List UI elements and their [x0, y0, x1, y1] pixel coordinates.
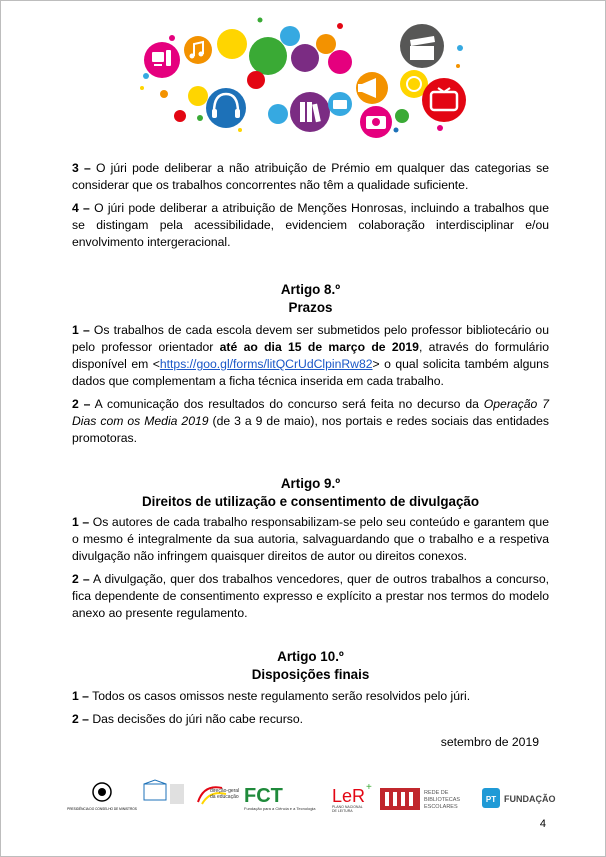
- article8-heading: [72, 281, 549, 316]
- article7-paragraph-3: 3 – O júri pode deliberar a não atribuição de Prémio em qualquer das categorias se considerar que os trabalhos concorrentes não têm a qualidade suficiente.: [72, 161, 550, 192]
- page-number: 4: [539, 818, 546, 830]
- banner-illustration: [140, 18, 470, 136]
- svg-text:+: +: [366, 782, 372, 793]
- article8-title: Artigo 8.º: [280, 282, 341, 297]
- svg-text:da educação: da educação: [210, 794, 239, 800]
- svg-text:LeR: LeR: [332, 786, 366, 806]
- fct-logo: [244, 785, 316, 811]
- document-body: [72, 160, 549, 751]
- unesco-logo: [144, 780, 184, 804]
- article10-paragraph-1: 1 – Todos os casos omissos neste regulamento serão resolvidos pelo júri.: [72, 689, 471, 703]
- article9-paragraph-1: 1 – Os autores de cada trabalho responsabilizam-se pelo seu conteúdo e garantem que o mesmo é integralmente da sua autoria, salvaguardando que o trabalho e a respetiva divulgação não infringem quaisquer direitos de autor ou direitos conexos.: [72, 515, 549, 563]
- music-note-icon: [184, 36, 212, 64]
- form-link[interactable]: https://goo.gl/forms/litQCrUdClpinRw82: [159, 357, 373, 371]
- svg-text:PRESIDÊNCIA DO CONSELHO DE MIN: PRESIDÊNCIA DO CONSELHO DE MINISTROS: [67, 807, 137, 811]
- clapperboard-icon: [400, 24, 444, 68]
- headphones-icon: [206, 88, 246, 128]
- article9-heading: [72, 475, 549, 510]
- dge-logo: [198, 787, 239, 804]
- photo-camera-icon: [360, 106, 392, 138]
- megaphone-icon: [356, 72, 388, 104]
- article8-paragraph-2: 2 – A comunicação dos resultados do concurso será feita no decurso da Operação 7 Dias com os Media 2019 (de 3 a 9 de maio), nos portais e redes sociais das entidades promotoras.: [72, 397, 550, 445]
- svg-text:Fundação para a Ciência e a Te: Fundação para a Ciência e a Tecnologia: [244, 806, 316, 811]
- svg-text:FCT: FCT: [244, 785, 283, 807]
- article10-heading: [72, 648, 549, 683]
- article8-paragraph-1: 1 – Os trabalhos de cada escola devem ser submetidos pelo professor bibliotecário ou pelo professor orientador até ao dia 15 de março de 2019, através do formulário disponível em <https://goo.gl/forms/litQCrUdClpinRw82> o qual solicita também alguns dados que complementam a ficha técnica inserida em cada trabalho.: [72, 323, 549, 388]
- pt-fundacao-logo: [482, 788, 556, 808]
- svg-text:REDE DE: REDE DE: [424, 790, 449, 796]
- books-icon: [290, 92, 330, 132]
- camera-icon: [328, 92, 352, 116]
- tv-icon: [422, 78, 466, 122]
- article9-paragraph-2: 2 – A divulgação, quer dos trabalhos vencedores, quer de outros trabalhos a concurso, fica dependente de consentimento expresso e explícito a prestar nos termos do modelo anexo ao presente regulamento.: [72, 572, 549, 620]
- article9-title: Artigo 9.º: [280, 476, 341, 491]
- svg-text:DE LEITURA: DE LEITURA: [332, 809, 353, 813]
- article10-title: Artigo 10.º: [277, 649, 344, 664]
- document-date: setembro de 2019: [440, 735, 539, 749]
- article9-subtitle: Direitos de utilização e consentimento de divulgação: [141, 493, 480, 509]
- ler-logo: [332, 782, 372, 813]
- svg-text:ESCOLARES: ESCOLARES: [424, 804, 458, 810]
- article8-subtitle: Prazos: [288, 299, 333, 315]
- svg-text:FUNDAÇÃO: FUNDAÇÃO: [504, 794, 556, 804]
- svg-text:BIBLIOTECAS: BIBLIOTECAS: [424, 797, 461, 803]
- svg-text:PT: PT: [485, 795, 497, 804]
- article10-subtitle: Disposições finais: [251, 666, 370, 682]
- svg-text:PLANO NACIONAL: PLANO NACIONAL: [332, 805, 363, 809]
- computer-icon: [144, 42, 180, 78]
- article10-paragraph-2: 2 – Das decisões do júri não cabe recurso.: [72, 712, 304, 726]
- rbe-logo: [380, 788, 460, 810]
- article7-paragraph-4: 4 – O júri pode deliberar a atribuição de Menções Honrosas, incluindo a trabalhos que se distingam pela acessibilidade, evidenciem colaboração interdisciplinar e/ou envolvimento intergeracional.: [72, 201, 549, 249]
- svg-text:direção-geral: direção-geral: [210, 788, 240, 794]
- footer-logos: [67, 780, 560, 820]
